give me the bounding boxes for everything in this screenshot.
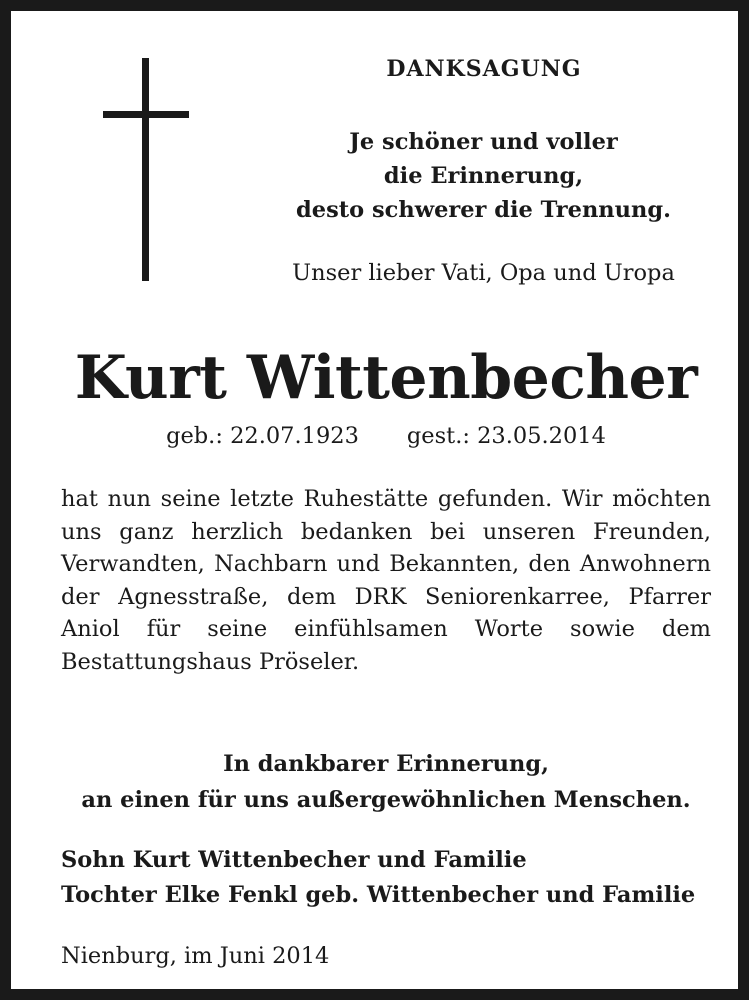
birth-date: geb.: 22.07.1923 — [166, 423, 359, 449]
thanks-line: In dankbarer Erinnerung, — [223, 751, 549, 777]
quote-line: desto schwerer die Trennung. — [296, 197, 671, 223]
dates — [131, 419, 641, 453]
intro-text: Unser lieber Vati, Opa und Uropa — [292, 260, 675, 286]
signatures — [61, 843, 721, 913]
quote-line: die Erinnerung, — [383, 163, 584, 189]
signature-line: Sohn Kurt Wittenbecher und Familie — [61, 847, 527, 873]
deceased-name: Kurt Wittenbecher — [74, 343, 698, 413]
signature-line: Tochter Elke Fenkl geb. Wittenbecher und Familie — [61, 882, 696, 908]
quote-line: Je schöner und voller — [349, 129, 618, 155]
thanks-line: an einen für uns außergewöhnlichen Menschen. — [81, 787, 691, 813]
cross-icon — [142, 58, 149, 281]
thanks — [51, 746, 721, 818]
quote — [241, 125, 726, 227]
heading: DANKSAGUNG — [386, 56, 582, 82]
place-date: Nienburg, im Juni 2014 — [61, 943, 330, 969]
body-text: hat nun seine letzte Ruhestätte gefunden. Wir möchten uns ganz herzlich bedanken bei unseren Freunden, Verwandten, Nachbarn und Bekannten, den Anwohnern der Agnesstraße, dem DRK Seniorenkarree, Pfarrer Aniol für seine einfühlsamen Worte sowie dem Bestattungshaus Pröseler. — [61, 486, 711, 675]
cross-icon-bar — [103, 111, 189, 118]
death-date: gest.: 23.05.2014 — [406, 423, 606, 449]
